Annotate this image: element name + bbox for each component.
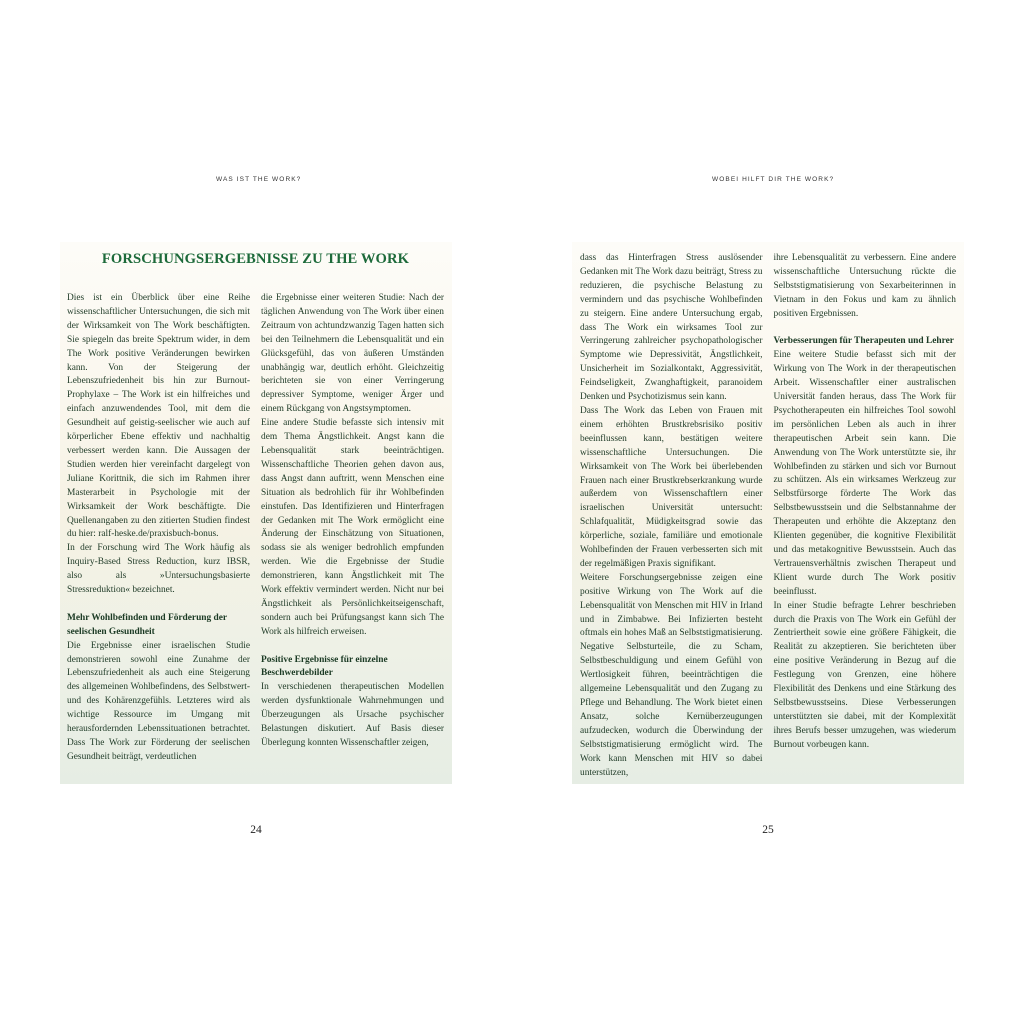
paragraph: die Ergebnisse einer weiteren Studie: Nach der täglichen Anwendung von The Work über einen Zeitraum von achtundzwanzig Tagen hatten sich bei den Teilnehmern die Lebensqualität und ein Glücksgefühl, das von äußeren Umständen unabhängig war, deutlich erhöht. Gleichzeitig berichteten sie von einer Verringerung depressiver Symptome, weniger Ärger und einem Rückgang von Angstsymptomen. bbox=[261, 293, 444, 415]
paragraph: Die Ergebnisse einer israelischen Studie demonstrieren sowohl eine Zunahme der Lebenszufriedenheit als auch eine Steigerung des allgemeinen Wohlbefindens, des Selbstwert- und des Kohärenzgefühls. Letzteres wird als wichtige Ressource im Umgang mit herausfordernden Lebenssituationen betrachtet. Dass The Work zur Förderung der seelischen Gesundheit beiträgt, verdeutlichen bbox=[67, 640, 250, 762]
running-head-left: WAS IST THE WORK? bbox=[216, 176, 302, 183]
right-columns bbox=[580, 252, 956, 780]
subheading: Positive Ergebnisse für einzelne Beschwerdebilder bbox=[261, 654, 388, 679]
paragraph: Eine andere Studie befasste sich intensiv mit dem Thema Ängstlichkeit. Angst kann die Lebensqualität stark beeinträchtigen. Wissenschaftliche Theorien gehen davon aus, dass Angst dann auftritt, wenn Menschen eine Situation als bedrohlich für ihr Wohlbefinden einstufen. Das Identifizieren und Hinterfragen der Gedanken mit The Work ermöglicht eine Änderung der Einschätzung von Situationen, sodass sie als weniger bedrohlich empfunden werden. Wie die Ergebnisse der Studie demonstrieren, kann Ängstlichkeit mit The Work effektiv vermindert werden. Nicht nur bei Ängstlichkeit als Persönlichkeitseigenschaft, sondern auch bei Prüfungsangst kann sich The Work als hilfreich erweisen. bbox=[261, 418, 444, 637]
left-column-1 bbox=[67, 292, 250, 765]
paragraph: Dies ist ein Überblick über eine Reihe wissenschaftlicher Untersuchungen, die sich mit der Wirksamkeit von The Work beschäftigten. Sie spiegeln das breite Spektrum wider, in dem The Work positive Veränderungen bewirken kann. Von der Steigerung der Lebenszufriedenheit bis hin zur Burnout-Prophylaxe – The Work ist ein hilfreiches und einfach anzuwendendes Tool, mit dem die Gesundheit auf geistig-seelischer wie auch auf körperlicher Ebene effektiv und nachhaltig verbessert werden kann. Die Aussagen der Studien werden hier vereinfacht dargelegt von Juliane Korittnik, die sich im Rahmen ihrer Masterarbeit in Psychologie mit der Wirksamkeit der Work beschäftigte. Die Quellenangaben zu den zitierten Studien findest du hier: ralf-heske.de/praxisbuch-bonus. bbox=[67, 293, 250, 540]
running-head-right: WOBEI HILFT DIR THE WORK? bbox=[712, 176, 835, 183]
page-number-right: 25 bbox=[762, 824, 774, 836]
paragraph: In einer Studie befragte Lehrer beschrieben durch die Praxis von The Work ein Gefühl der Zentriertheit sowie eine größere Fähigkeit, die Realität zu akzeptieren. Sie berichteten über eine positive Veränderung in Bezug auf die Festlegung von Grenzen, eine höhere Flexibilität des Denkens und eine Stärkung des Selbstbewusstseins. Diese Verbesserungen unterstützten sie dabei, mit der Komplexität ihres Berufs besser umzugehen, was wiederum Burnout vorbeugen kann. bbox=[773, 600, 956, 750]
paragraph: dass das Hinterfragen Stress auslösender Gedanken mit The Work dazu beiträgt, Stress zu reduzieren, die psychische Belastung zu vermindern und das psychische Wohlbefinden zu steigern. Eine andere Untersuchung ergab, dass The Work ein wirksames Tool zur Verringerung zahlreicher psychopathologischer Symptome wie Depressivität, Ängstlichkeit, Unsicherheit im Sozialkontakt, Aggressivität, Feindseligkeit, Zwanghaftigkeit, paranoidem Denken und Psychotizismus sein kann. bbox=[580, 253, 763, 403]
paragraph: In der Forschung wird The Work häufig als Inquiry-Based Stress Reduction, kurz IBSR, also als »Untersuchungsbasierte Stressreduktion« bezeichnet. bbox=[67, 543, 250, 596]
paragraph: Weitere Forschungsergebnisse zeigen eine positive Wirkung von The Work auf die Lebensqualität von Menschen mit HIV in Irland und in Zimbabwe. Bei Infizierten besteht oftmals ein hohes Maß an Selbststigmatisierung. Negative Selbsturteile, die zu Scham, Selbstbeschuldigung und einem Gefühl von Wertlosigkeit führen, beeinträchtigen die allgemeine Lebensqualität und den Zugang zu Pflege und Behandlung. The Work bietet einen Ansatz, solche Kernüberzeugungen aufzudecken, wodurch die Überwindung der Selbststigmatisierung ermöglicht wird. The Work kann Menschen mit HIV so dabei unterstützen, bbox=[580, 572, 763, 778]
page-number-left: 24 bbox=[250, 824, 262, 836]
paragraph: Dass The Work das Leben von Frauen mit einem erhöhten Brustkrebsrisiko positiv beeinflussen kann, bestätigen weitere wissenschaftliche Untersuchungen. Die Wirksamkeit von The Work bei überlebenden Frauen nach einer Brustkrebserkrankung wurde außerdem von Wissenschaftlern einer israelischen Universität untersucht: Schlafqualität, Müdigkeitsgrad sowie das körperliche, soziale, familiäre und emotionale Wohlbefinden der Frauen verbesserten sich mit der regelmäßigen Praxis signifikant. bbox=[580, 405, 763, 569]
paragraph: ihre Lebensqualität zu verbessern. Eine andere wissenschaftliche Untersuchung rückte die Selbststigmatisierung von Sexarbeiterinnen in Vietnam in den Fokus und kam zu ähnlich positiven Ergebnissen. bbox=[773, 253, 956, 319]
left-text-panel bbox=[60, 242, 452, 784]
section-title: FORSCHUNGSERGEBNISSE ZU THE WORK bbox=[101, 251, 410, 267]
left-column-2 bbox=[261, 292, 444, 765]
paragraph: Eine weitere Studie befasst sich mit der Wirkung von The Work in der therapeutischen Arbeit. Wissenschaftler einer australischen Universität fanden heraus, dass The Work für Psychotherapeuten ein hilfreiches Tool sowohl im persönlichen Leben als auch in ihrer therapeutischen Arbeit sein kann. Die Anwendung von The Work unterstützte sie, ihr Wohlbefinden zu stärken und sich vor Burnout zu schützen. Als ein wirksames Werkzeug zur Selbstfürsorge förderte The Work das Selbstbewusstsein und die Selbstannahme der Therapeuten und erhöhte die Akzeptanz den Klienten gegenüber, die kognitive Flexibilität und das metakognitive Bewusstsein. Auch das Vertrauensverhältnis zwischen Therapeut und Klient wurde durch The Work positiv beeinflusst. bbox=[773, 350, 956, 597]
right-column-1 bbox=[580, 252, 763, 780]
right-text-panel bbox=[572, 242, 964, 784]
left-columns bbox=[67, 292, 444, 765]
subheading: Verbesserungen für Therapeuten und Lehrer bbox=[773, 336, 954, 347]
subheading: Mehr Wohlbefinden und Förderung der seelischen Gesundheit bbox=[67, 612, 227, 637]
right-column-2 bbox=[774, 252, 957, 780]
paragraph: In verschiedenen therapeutischen Modellen werden dysfunktionale Wahrnehmungen und Überzeugungen als Ursache psychischer Belastungen diskutiert. Auf Basis dieser Überlegung konnten Wissenschaftler zeigen, bbox=[261, 682, 444, 748]
